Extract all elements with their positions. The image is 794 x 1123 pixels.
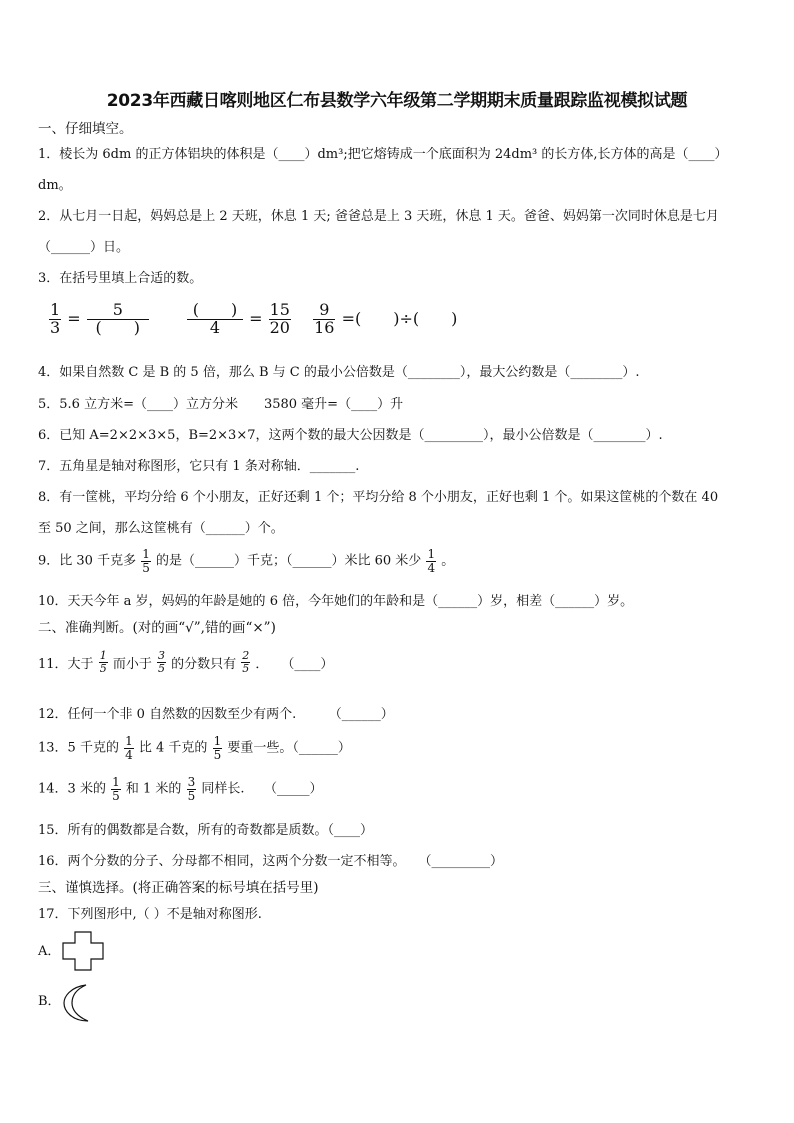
fraction-1-4: $\frac{1}{4}$ bbox=[125, 734, 133, 762]
fraction-3-5: $\frac{3}{5}$ bbox=[187, 775, 196, 803]
question-8-line-2: 至 50 之间，那么这筐桃有（______）个。 bbox=[38, 521, 284, 536]
fraction-1-5: $\frac{1}{5}$ bbox=[142, 547, 150, 575]
page-title: 2023年西藏日喀则地区仁布县数学六年级第二学期期末质量跟踪监视模拟试题 bbox=[106, 91, 688, 111]
question-2-line-1: 2．从七月一日起，妈妈总是上 2 天班，休息 1 天; 爸爸总是上 3 天班，休息 1 天。爸爸、妈妈第一次同时休息是七月 bbox=[38, 209, 719, 224]
fraction-3-5: $\frac{3}{5}$ bbox=[157, 649, 165, 675]
question-9: 9．比 30 千克多 $\frac{1}{5}$ 的是（______）千克；（______）米比 60 米少 $\frac{1}{4}$ 。 bbox=[38, 547, 455, 575]
question-6: 6．已知 A=2×2×3×5，B=2×3×7，这两个数的最大公因数是（_________），最小公倍数是（________）. bbox=[38, 428, 663, 443]
question-15: 15．所有的偶数都是合数，所有的奇数都是质数。（____） bbox=[38, 823, 374, 838]
question-2-line-2: （______）日。 bbox=[38, 240, 130, 255]
question-3: 3．在括号里填上合适的数。 bbox=[38, 271, 203, 286]
cross-shape-icon bbox=[62, 931, 104, 971]
option-a-label: A． bbox=[38, 944, 61, 959]
question-13: 13．5 千克的 $\frac{1}{4}$ 比 4 千克的 $\frac{1}{5}$ 要重一些。（______） bbox=[38, 734, 351, 762]
section-2-heading: 二、准确判断。(对的画“√”,错的画“×”) bbox=[38, 620, 276, 636]
question-11: 11．大于 $\frac{1}{5}$ 而小于 $\frac{3}{5}$ 的分数只有 $\frac{2}{5}$ ． （____） bbox=[38, 649, 334, 675]
question-16: 16．两个分数的分子、分母都不相同，这两个分数一定不相等。 （_________） bbox=[38, 854, 504, 869]
fraction-1-5: $\frac{1}{5}$ bbox=[213, 734, 222, 762]
question-4: 4．如果自然数 C 是 B 的 5 倍，那么 B 与 C 的最小公倍数是（________），最大公约数是（________）. bbox=[38, 365, 640, 380]
fraction-blank-4: $\frac{( )}{4}$ bbox=[187, 302, 243, 337]
question-5: 5．5.6 立方米=（____）立方分米 3580 毫升=（____）升 bbox=[38, 397, 404, 412]
fraction-1-3: $\frac{1}{3}$ bbox=[50, 300, 61, 337]
fraction-2-5: $\frac{2}{5}$ bbox=[242, 649, 250, 675]
section-1-heading: 一、仔细填空。 bbox=[38, 121, 133, 137]
fraction-9-16: $\frac{9}{16}$ bbox=[314, 300, 335, 337]
section-3-heading: 三、谨慎选择。(将正确答案的标号填在括号里) bbox=[38, 880, 319, 896]
fraction-1-5: $\frac{1}{5}$ bbox=[112, 775, 120, 803]
option-b-label: B． bbox=[38, 994, 61, 1009]
crescent-moon-icon bbox=[62, 983, 94, 1023]
fraction-15-20: $\frac{15}{20}$ bbox=[269, 300, 290, 337]
question-12: 12．任何一个非 0 自然数的因数至少有两个. （______） bbox=[38, 707, 394, 722]
question-1-line-1: 1．棱长为 6dm 的正方体铝块的体积是（____）dm³;把它熔铸成一个底面积为 24dm³ 的长方体,长方体的高是（____） bbox=[38, 147, 728, 162]
fraction-1-4: $\frac{1}{4}$ bbox=[427, 547, 436, 575]
fraction-1-5: $\frac{1}{5}$ bbox=[99, 649, 107, 675]
question-7: 7．五角星是轴对称图形，它只有 1 条对称轴．_______. bbox=[38, 459, 360, 474]
question-8-line-1: 8．有一筐桃，平均分给 6 个小朋友，正好还剩 1 个；平均分给 8 个小朋友，正好也剩 1 个。如果这筐桃的个数在 40 bbox=[38, 490, 719, 505]
fraction-5-blank: $\frac{5}{( )}$ bbox=[87, 302, 149, 337]
question-1-line-2: dm。 bbox=[38, 178, 72, 193]
question-10: 10．天天今年 a 岁，妈妈的年龄是她的 6 倍，今年她们的年龄和是（______）岁，相差（______）岁。 bbox=[38, 594, 634, 609]
question-3-math: $\frac{1}{3}$ = $\frac{5}{( )}$ $\frac{( )}{4}$ = $\frac{15}{20}$ $\frac{9}{16}$ =( )÷( ) bbox=[50, 300, 458, 337]
question-17: 17．下列图形中,（ ）不是轴对称图形. bbox=[38, 907, 262, 922]
question-14: 14．3 米的 $\frac{1}{5}$ 和 1 米的 $\frac{3}{5}$ 同样长. （_____） bbox=[38, 775, 323, 803]
